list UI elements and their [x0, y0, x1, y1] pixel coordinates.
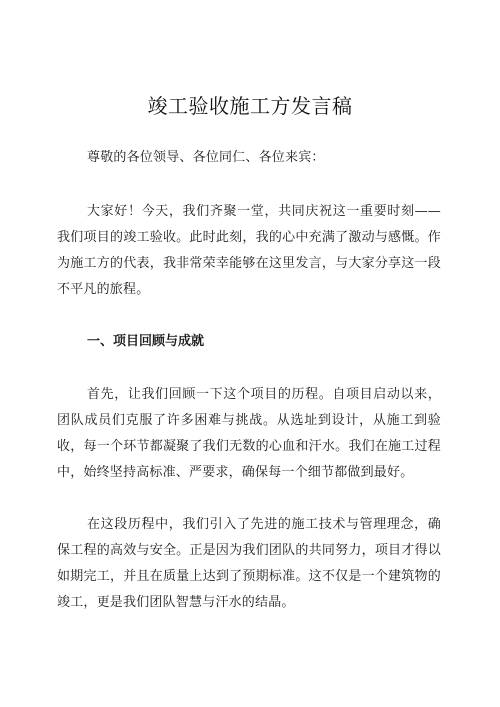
paragraph-review: 首先，让我们回顾一下这个项目的历程。自项目启动以来，团队成员们克服了许多困难与挑战。从选址到设计，从施工到验收，每一个环节都凝聚了我们无数的心血和汗水。我们在施工过程中，始终坚持高标准、严要求，确保每一个细节都做到最好。	[57, 387, 441, 480]
paragraph-opening: 大家好！今天，我们齐聚一堂，共同庆祝这一重要时刻——我们项目的竣工验收。此时此刻，我的心中充满了激动与感慨。作为施工方的代表，我非常荣幸能够在这里发言，与大家分享这一段不平凡的旅程。	[57, 204, 441, 297]
section-heading-review: 一、项目回顾与成就	[87, 334, 205, 349]
greeting-line: 尊敬的各位领导、各位同仁、各位来宾：	[87, 150, 325, 165]
page-title: 竣工验收施工方发言稿	[147, 94, 353, 118]
paragraph-achievement: 在这段历程中，我们引入了先进的施工技术与管理理念，确保工程的高效与安全。正是因为我们团队的共同努力，项目才得以如期完工，并且在质量上达到了预期标准。这不仅是一个建筑物的竣工，更是我们团队智慧与汗水的结晶。	[57, 517, 441, 610]
